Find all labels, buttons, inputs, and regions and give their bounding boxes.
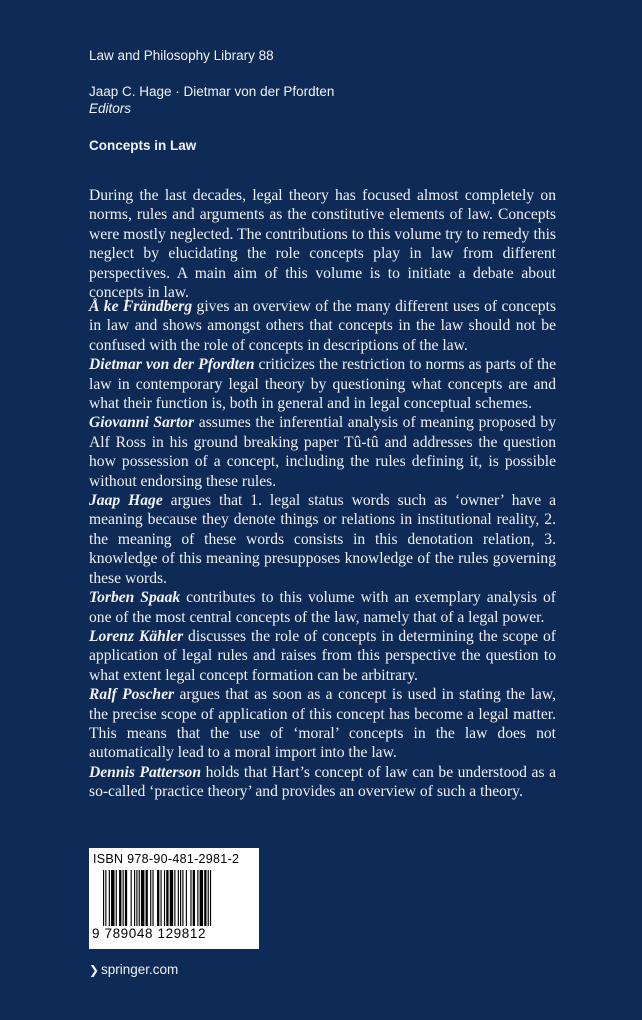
contribution-text: holds that Hart’s concept of law can be understood as a so-called ‘practice theory’ and provides an overview of such a theory. [89, 763, 556, 801]
contribution-author: Jaap Hage [89, 492, 163, 510]
contribution-item [89, 627, 556, 685]
barcode-bar [109, 870, 110, 926]
contribution-item [89, 685, 556, 763]
barcode-bar [136, 870, 137, 926]
barcode-bar [210, 870, 211, 926]
barcode-bar [204, 870, 206, 926]
contribution-item [89, 588, 556, 627]
barcode-bar [170, 870, 173, 926]
contribution-author: Giovanni Sartor [89, 414, 195, 432]
contribution-author: Å ke Frändberg [89, 298, 193, 315]
contribution-author: Dennis Patterson [89, 763, 202, 781]
barcode-panel [89, 848, 259, 949]
barcode-bar [131, 870, 132, 926]
contribution-text: contributes to this volume with an exemplary analysis of one of the most central concepts of the law, namely that of a legal power. [89, 589, 556, 626]
barcode-bar [174, 870, 175, 926]
contribution-item [89, 413, 556, 491]
editors-block [89, 83, 334, 117]
barcode-bar [103, 870, 104, 926]
barcode-bar [116, 870, 117, 926]
barcode-bar [125, 870, 127, 926]
barcode-bar [197, 870, 198, 926]
contribution-text: criticizes the restriction to norms as parts of the law in contemporary legal theory by questioning what concepts are and what their function is, both in general and in legal conceptual schemes. [89, 356, 556, 413]
isbn-label: ISBN 978-90-481-2981-2 [93, 852, 240, 866]
contribution-item [89, 763, 556, 802]
barcode-bar [111, 870, 114, 926]
contribution-author: Dietmar von der Pfordten [89, 356, 255, 374]
series-name: Law and Philosophy Library 88 [89, 48, 274, 63]
contribution-item [89, 491, 556, 588]
barcode-icon [103, 870, 249, 926]
contributions-list [89, 297, 556, 802]
barcode-bar [123, 870, 124, 926]
chevron-right-icon: ❯ [89, 963, 100, 977]
contribution-author: Torben Spaak [89, 589, 181, 607]
barcode-bar [200, 870, 203, 926]
contribution-text: argues that as soon as a concept is used in stating the law, the precise scope of application of this concept has become a legal matter. This means that the use of ‘moral’ concepts in the law does not automatically lead to a moral import into the law. [89, 686, 556, 762]
editor-names: Jaap C. Hage · Dietmar von der Pfordten [89, 84, 335, 99]
contribution-author: Ralf Poscher [89, 686, 175, 704]
barcode-bar [178, 870, 179, 926]
barcode-bar [146, 870, 148, 926]
barcode-bar [157, 870, 159, 926]
barcode-bar [139, 870, 140, 926]
contribution-text: assumes the inferential analysis of meaning proposed by Alf Ross in his ground breaking paper Tû-tû and addresses the question how possession of a concept, including the rules defining it, is possible without endorsing these rules. [89, 414, 556, 490]
book-title: Concepts in Law [89, 138, 197, 153]
contribution-item [89, 355, 556, 413]
barcode-bar [152, 870, 153, 926]
contribution-author: Lorenz Kähler [89, 627, 184, 645]
barcode-bar [105, 870, 106, 926]
barcode-bar [208, 870, 209, 926]
barcode-bar [150, 870, 151, 926]
contribution-text: gives an overview of the many different uses of concepts in law and shows amongst others that concepts in the law should not be confused with the role of concepts in descriptions of the law. [89, 298, 556, 354]
publisher-url: springer.com [101, 962, 179, 977]
barcode-bar [186, 870, 187, 926]
barcode-bar [182, 870, 183, 926]
barcode-bar [193, 870, 195, 926]
barcode-bar [141, 870, 144, 926]
barcode-bar [190, 870, 191, 926]
barcode-bar [180, 870, 181, 926]
contribution-text: argues that 1. legal status words such as ‘owner’ have a meaning because they denote things or relations in institutional reality, 2. the meaning of these words consists in this denotation relation, 3. knowledge of this meaning presupposes knowledge of the rules governing these words. [89, 492, 556, 587]
contribution-text: discusses the role of concepts in determining the scope of application of legal rules and raises from this perspective the question to what extent legal concept formation can be arbitrary. [89, 627, 556, 684]
abstract-paragraph: During the last decades, legal theory has focused almost completely on norms, rules and arguments as the constitutive elements of law. Concepts were mostly neglected. The contributions to this volume try to remedy this neglect by elucidating the role concepts play in law from different perspectives. A main aim of this volume is to initiate a debate about concepts in law. [89, 187, 556, 302]
barcode-bar [166, 870, 168, 926]
contribution-item [89, 297, 556, 355]
publisher-link[interactable] [89, 962, 178, 977]
barcode-bar [134, 870, 135, 926]
barcode-bar [164, 870, 165, 926]
barcode-bar [161, 870, 162, 926]
barcode-bar [119, 870, 121, 926]
editors-role: Editors [89, 101, 132, 116]
barcode-digits: 9 789048 129812 [92, 926, 207, 941]
